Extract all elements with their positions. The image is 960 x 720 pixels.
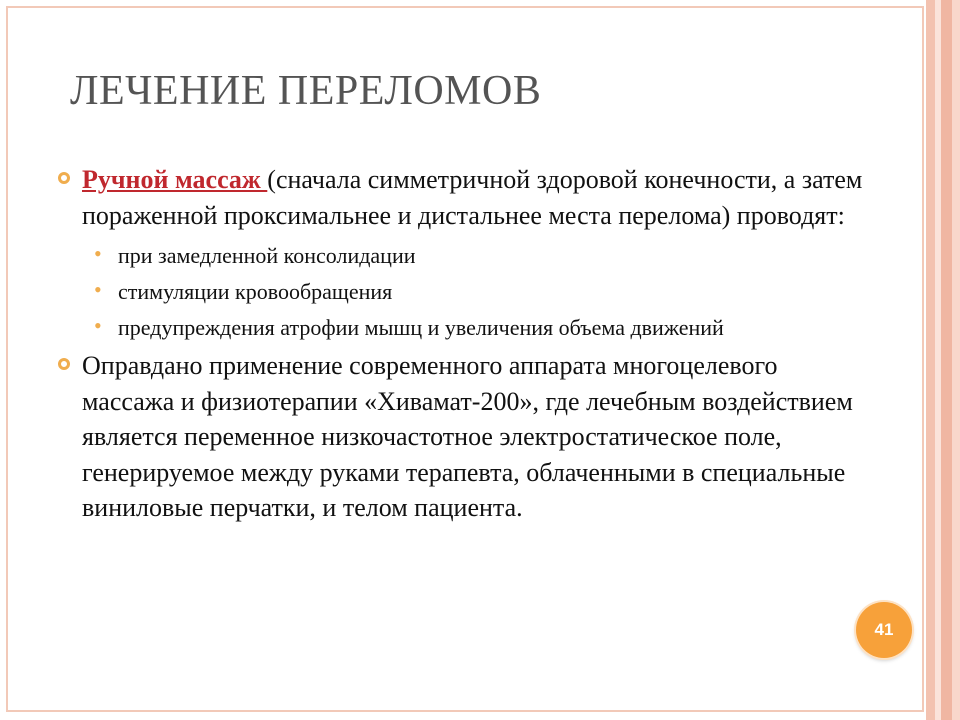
highlight-term: Ручной массаж xyxy=(82,165,268,194)
sub-bullet-item xyxy=(92,240,876,272)
stripe xyxy=(941,0,952,720)
slide-content xyxy=(56,162,876,526)
ring-bullet-icon xyxy=(58,172,70,184)
slide-title: ЛЕЧЕНИЕ ПЕРЕЛОМОВ xyxy=(70,68,542,114)
bullet-massage xyxy=(56,162,876,234)
ring-bullet-icon xyxy=(58,358,70,370)
bullet-text: Оправдано применение современного аппарата многоцелевого массажа и физиотерапии «Хивамат-200», где лечебным воздействием является переменное низкочастотное электростатическое поле, генерируемое между руками терапевта, облаченными в специальные виниловые перчатки, и телом пациента. xyxy=(82,351,853,522)
page-number-badge: 41 xyxy=(856,602,912,658)
sub-bullet-list xyxy=(56,240,876,344)
bullet-text: (сначала симметричной здоровой конечности, а затем пораженной проксимальнее и дистальнее места перелома) проводят: xyxy=(82,165,863,230)
sub-bullet-item xyxy=(92,312,876,344)
sub-bullet-text: при замедленной консолидации xyxy=(118,243,416,268)
sub-bullet-item xyxy=(92,276,876,308)
stripe xyxy=(952,0,960,720)
dot-bullet-icon: • xyxy=(94,277,102,302)
decorative-stripes xyxy=(926,0,960,720)
dot-bullet-icon: • xyxy=(94,313,102,338)
bullet-device xyxy=(56,348,876,526)
dot-bullet-icon: • xyxy=(94,241,102,266)
sub-bullet-text: предупреждения атрофии мышц и увеличения объема движений xyxy=(118,315,724,340)
stripe xyxy=(926,0,935,720)
sub-bullet-text: стимуляции кровообращения xyxy=(118,279,393,304)
